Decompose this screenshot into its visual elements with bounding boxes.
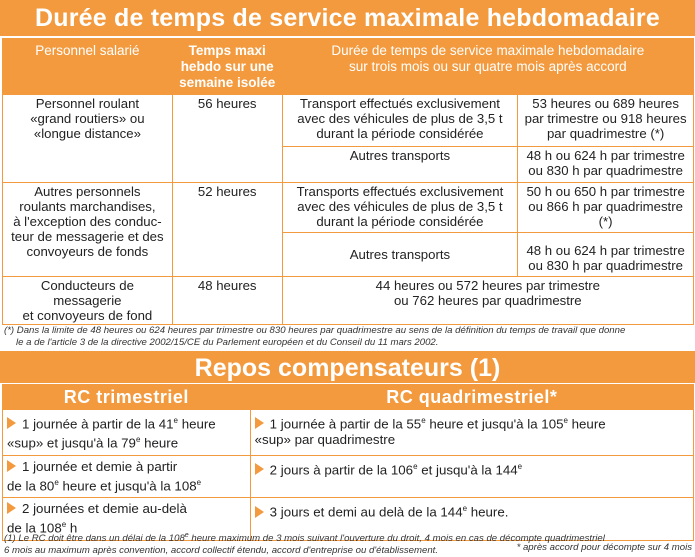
header-duree: Durée de temps de service maximale hebdomadaire sur trois mois ou sur quatre mois après accord	[282, 39, 693, 95]
rc-quad-row2: 2 jours à partir de la 106e et jusqu'à la 144e	[250, 455, 693, 497]
row3-temps-maxi: 48 heures	[172, 277, 282, 325]
arrow-right-icon	[255, 506, 264, 518]
rc-quad-row1: 1 journée à partir de la 55e heure et jusqu'à la 105e heure «sup» par quadrimestre	[250, 410, 693, 456]
header-temps-maxi: Temps maxi hebdo sur une semaine isolée	[172, 39, 282, 95]
header-rc-quadrimestriel: RC quadrimestriel*	[250, 385, 693, 410]
footnote-table1: (*) Dans la limite de 48 heures ou 624 heures par trimestre ou 830 heures par quadrimestre au sens de la définition du temps de travail que donne le a de l'article 3 de la directive 2002/15/CE du Parlement européen et du Conseil du 11 mars 2002.	[4, 325, 626, 348]
repos-table	[2, 384, 694, 541]
arrow-right-icon	[7, 417, 16, 429]
row1-sub1-transport: Transport effectués exclusivement avec des véhicules de plus de 3,5 t durant la période considérée	[282, 95, 518, 147]
header-personnel: Personnel salarié	[3, 39, 173, 95]
service-time-table	[2, 38, 694, 325]
repos-title: Repos compensateurs (1)	[0, 353, 695, 383]
arrow-right-icon	[255, 463, 264, 475]
row2-sub1-transport: Transports effectués exclusivement avec des véhicules de plus de 3,5 t durant la période considérée	[282, 183, 518, 233]
row2-sub2-transport: Autres transports	[282, 233, 518, 277]
main-title: Durée de temps de service maximale hebdomadaire	[0, 0, 695, 36]
row2-sub1-duree: 50 h ou 650 h par trimestre ou 866 h par quadrimestre (*)	[518, 183, 694, 233]
row1-temps-maxi: 56 heures	[172, 95, 282, 183]
footnote-repos: (1) Le RC doit être dans un délai de la 108e heure maximum de 3 mois suivant l'ouverture du droit, 4 mois en cas de décompte quadrimestriel 6 mois au maximum après convention, accord collectif étendu, accord d'entreprise ou d'établissement. * après accord pour décompte sur 4 mois	[4, 532, 692, 556]
rc-tri-row2: 1 journée et demie à partir de la 80e heure et jusqu'à la 108e	[3, 455, 251, 497]
arrow-right-icon	[7, 502, 16, 514]
row3-duree: 44 heures ou 572 heures par trimestre ou 762 heures par quadrimestre	[282, 277, 693, 325]
row1-sub2-duree: 48 h ou 624 h par trimestre ou 830 h par quadrimestre	[518, 147, 694, 183]
row1-personnel: Personnel roulant «grand routiers» ou «longue distance»	[3, 95, 173, 183]
row1-sub2-transport: Autres transports	[282, 147, 518, 183]
rc-tri-row1: 1 journée à partir de la 41e heure «sup» et jusqu'à la 79e heure	[3, 410, 251, 456]
row3-personnel: Conducteurs de messagerie et convoyeurs de fond	[3, 277, 173, 325]
rc-tri-row3: 2 journées et demie au-delà de la 108e h	[3, 498, 251, 540]
header-rc-trimestriel: RC trimestriel	[3, 385, 251, 410]
row2-temps-maxi: 52 heures	[172, 183, 282, 277]
arrow-right-icon	[255, 417, 264, 429]
rc-quad-row3: 3 jours et demi au delà de la 144e heure.	[250, 498, 693, 540]
row1-sub1-duree: 53 heures ou 689 heures par trimestre ou 918 heures par quadrimestre (*)	[518, 95, 694, 147]
row2-sub2-duree: 48 h ou 624 h par trimestre ou 830 h par quadrimestre	[518, 233, 694, 277]
arrow-right-icon	[7, 460, 16, 472]
row2-personnel: Autres personnels roulants marchandises, à l'exception des conduc- teur de messagerie et des convoyeurs de fonds	[3, 183, 173, 277]
